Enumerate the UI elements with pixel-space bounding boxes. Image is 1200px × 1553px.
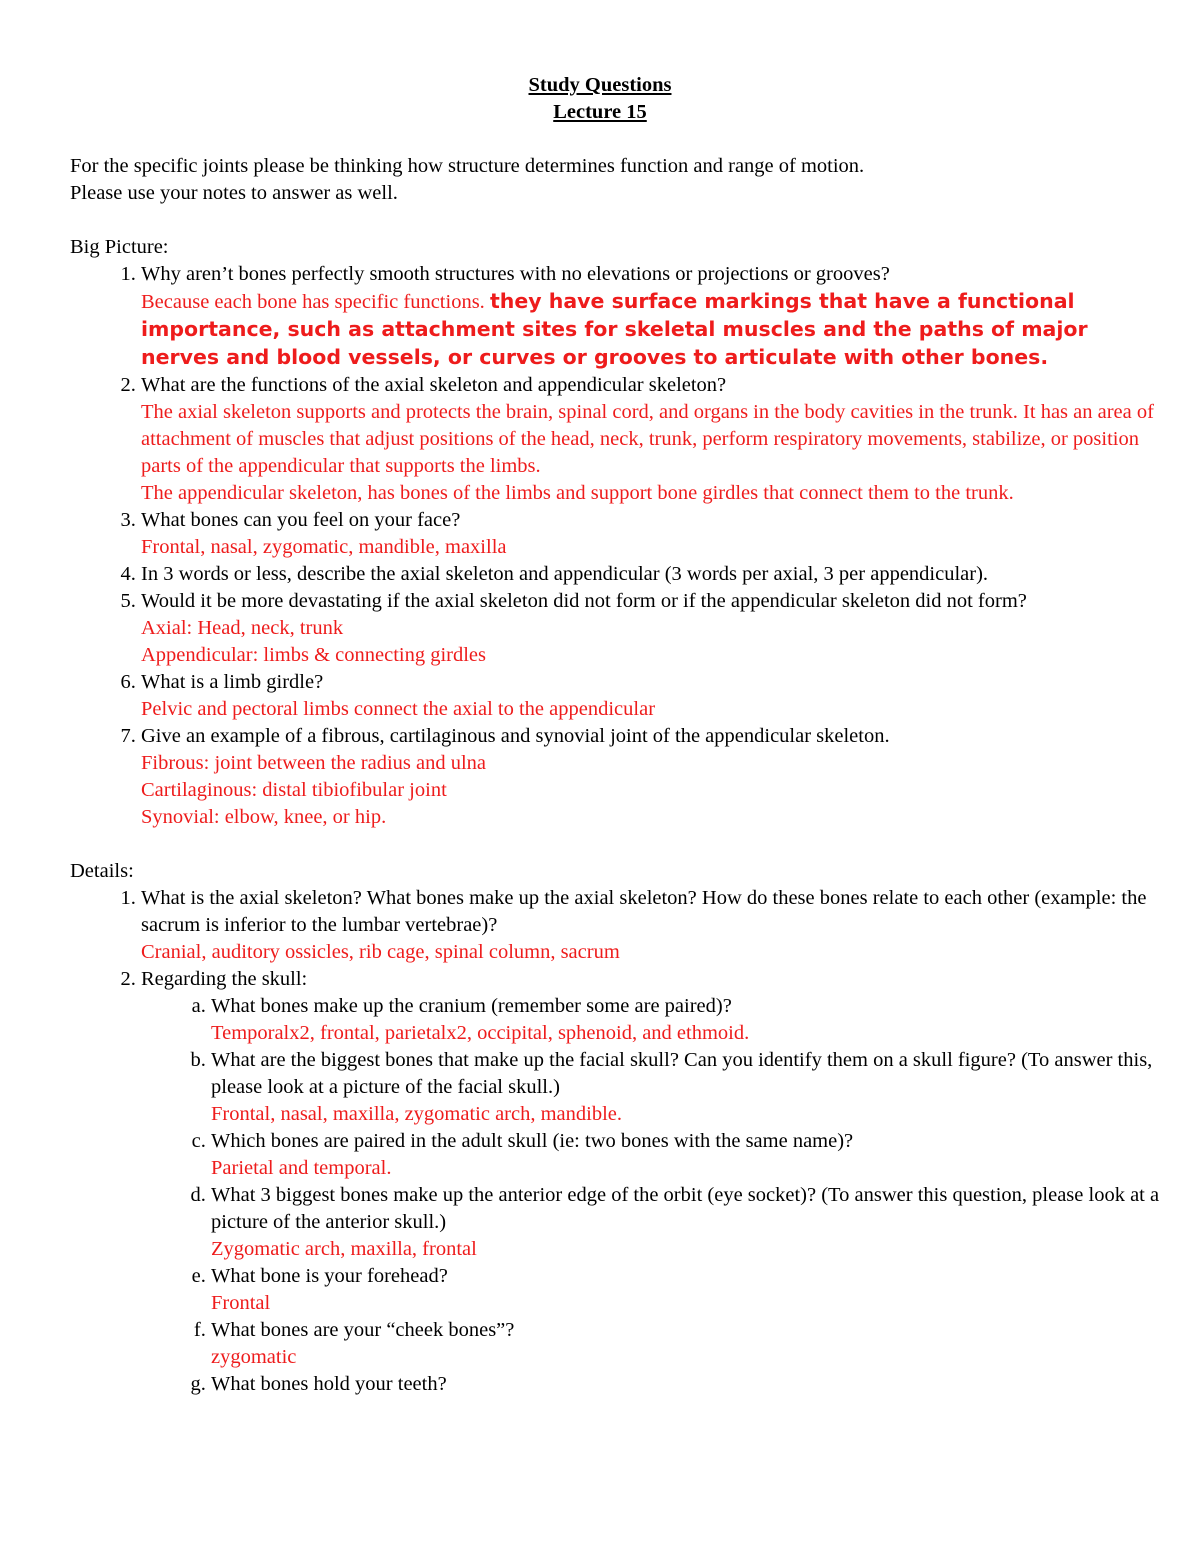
answer-text: Appendicular: limbs & connecting girdles [141, 644, 487, 666]
sublist-item [211, 1047, 1160, 1128]
answer-text: The axial skeleton supports and protects the brain, spinal cord, and organs in the body cavities in the trunk. It has an area of attachment of muscles that adjust positions of the head, neck, trunk, perform respiratory movements, stabilize, or position parts of the appendicular that supports the limbs. [141, 401, 1154, 477]
sublist-item [211, 1128, 1160, 1182]
intro-line-2: Please use your notes to answer as well. [70, 182, 398, 204]
question-text: Why aren’t bones perfectly smooth structures with no elevations or projections or grooves? [141, 263, 890, 285]
question-text: What bone is your forehead? [211, 1265, 448, 1287]
skull-sublist [141, 993, 1160, 1398]
question-text: What bones are your “cheek bones”? [211, 1319, 515, 1341]
answer-lead: Because each bone has specific functions. [141, 291, 485, 313]
list-item [141, 669, 1160, 723]
answer-text: The appendicular skeleton, has bones of the limbs and support bone girdles that connect them to the trunk. [141, 482, 1014, 504]
answer-text: Temporalx2, frontal, parietalx2, occipital, sphenoid, and ethmoid. [211, 1022, 750, 1044]
answer-text: Fibrous: joint between the radius and ulna [141, 752, 487, 774]
sublist-item [211, 1182, 1160, 1263]
details-list [70, 885, 1160, 1398]
question-text: What bones can you feel on your face? [141, 509, 461, 531]
page-title: Study Questions [528, 74, 672, 96]
question-text: What 3 biggest bones make up the anterior edge of the orbit (eye socket)? (To answer this question, please look at a picture of the anterior skull.) [211, 1184, 1160, 1233]
list-item [141, 261, 1160, 372]
answer-text: Cranial, auditory ossicles, rib cage, spinal column, sacrum [141, 941, 620, 963]
answer-text: Axial: Head, neck, trunk [141, 617, 344, 639]
big-picture-heading: Big Picture: [70, 236, 169, 258]
answer-text: Frontal [211, 1292, 271, 1314]
answer-emphasis: they have surface markings that have a functional importance, such as attachment sites for skeletal muscles and the paths of major nerves and blood vessels, or curves or grooves to articulate with other bones. [141, 289, 1088, 369]
sublist-item [211, 1371, 1160, 1398]
list-item [141, 507, 1160, 561]
details-heading: Details: [70, 860, 134, 882]
question-text: What is the axial skeleton? What bones make up the axial skeleton? How do these bones relate to each other (example: the sacrum is inferior to the lumbar vertebrae)? [141, 887, 1147, 936]
answer-text [141, 288, 1160, 372]
intro-line-1: For the specific joints please be thinking how structure determines function and range of motion. [70, 155, 865, 177]
question-text: In 3 words or less, describe the axial skeleton and appendicular (3 words per axial, 3 per appendicular). [141, 563, 989, 585]
list-item [141, 588, 1160, 669]
question-text: Would it be more devastating if the axial skeleton did not form or if the appendicular skeleton did not form? [141, 590, 1027, 612]
answer-text: Parietal and temporal. [211, 1157, 392, 1179]
list-item [141, 561, 1160, 588]
answer-text: Zygomatic arch, maxilla, frontal [211, 1238, 477, 1260]
list-item [141, 723, 1160, 831]
big-picture-list [70, 261, 1160, 831]
question-text: What is a limb girdle? [141, 671, 324, 693]
list-item [141, 372, 1160, 507]
sublist-item [211, 1317, 1160, 1371]
question-text: Which bones are paired in the adult skull (ie: two bones with the same name)? [211, 1130, 854, 1152]
question-text: Regarding the skull: [141, 968, 308, 990]
question-text: What are the functions of the axial skeleton and appendicular skeleton? [141, 374, 727, 396]
answer-text: Frontal, nasal, zygomatic, mandible, maxilla [141, 536, 507, 558]
sublist-item [211, 993, 1160, 1047]
list-item [141, 885, 1160, 966]
answer-text: Cartilaginous: distal tibiofibular joint [141, 779, 447, 801]
page-subtitle: Lecture 15 [553, 101, 647, 123]
question-text: What bones hold your teeth? [211, 1373, 447, 1395]
question-text: What bones make up the cranium (remember some are paired)? [211, 995, 732, 1017]
question-text: What are the biggest bones that make up the facial skull? Can you identify them on a skull figure? (To answer this, please look at a picture of the facial skull.) [211, 1049, 1153, 1098]
answer-text: zygomatic [211, 1346, 297, 1368]
answer-text: Frontal, nasal, maxilla, zygomatic arch, mandible. [211, 1103, 623, 1125]
document-body [70, 153, 1160, 1398]
list-item [141, 966, 1160, 1398]
question-text: Give an example of a fibrous, cartilaginous and synovial joint of the appendicular skeleton. [141, 725, 890, 747]
answer-text: Synovial: elbow, knee, or hip. [141, 806, 387, 828]
sublist-item [211, 1263, 1160, 1317]
answer-text: Pelvic and pectoral limbs connect the axial to the appendicular [141, 698, 656, 720]
